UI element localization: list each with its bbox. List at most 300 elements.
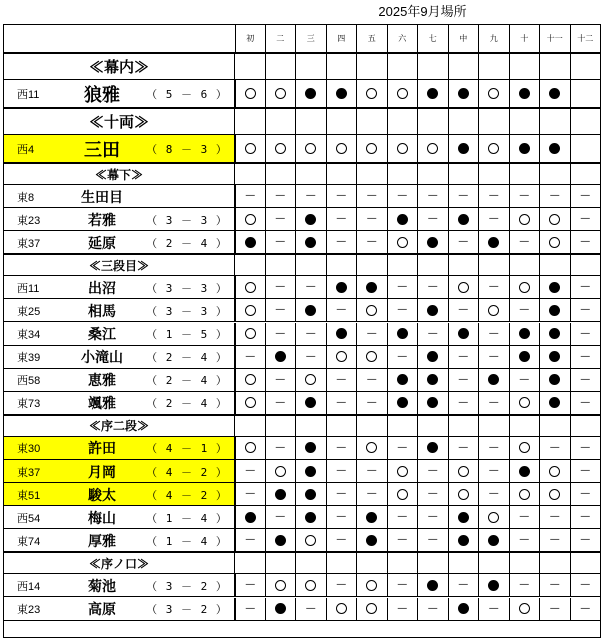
win-mark — [245, 328, 256, 339]
win-mark — [366, 442, 377, 453]
division-blank-cell — [449, 108, 480, 135]
result-cell-day-5 — [357, 392, 388, 415]
result-cell-day-5 — [357, 529, 388, 552]
absent-mark: — — [458, 350, 469, 362]
result-cell-day-4 — [327, 135, 358, 163]
division-blank-cell — [357, 415, 388, 437]
loss-mark — [427, 374, 438, 385]
division-blank-cell — [540, 415, 571, 437]
division-blank-cell — [418, 108, 449, 135]
result-cell-day-2 — [266, 185, 297, 208]
division-blank-cell — [235, 254, 266, 276]
division-blank-cell — [296, 108, 327, 135]
absent-mark: — — [275, 327, 286, 339]
absent-mark: — — [397, 304, 408, 316]
division-blank-cell — [327, 552, 358, 574]
loss-mark — [305, 237, 316, 248]
win-mark — [488, 88, 499, 99]
absent-mark: — — [305, 327, 316, 339]
absent-mark: — — [366, 236, 377, 248]
result-cell-day-7 — [418, 483, 449, 506]
result-cell-day-10 — [510, 529, 541, 552]
absent-mark: — — [245, 488, 256, 500]
rank-label: 東8 — [17, 191, 35, 204]
division-blank-cell — [357, 552, 388, 574]
result-cell-day-10 — [510, 135, 541, 163]
loss-mark — [549, 397, 560, 408]
absent-mark: — — [336, 534, 347, 546]
result-cell-day-5 — [357, 299, 388, 322]
rank-label: 東30 — [17, 443, 41, 456]
result-cell-day-3 — [296, 574, 327, 597]
result-cell-day-9 — [479, 346, 510, 369]
absent-mark: — — [336, 488, 347, 500]
page-title: 2025年9月場所 — [378, 4, 467, 19]
loss-mark — [458, 535, 469, 546]
absent-mark: — — [275, 213, 286, 225]
absent-mark: — — [336, 213, 347, 225]
division-blank-cell — [357, 108, 388, 135]
division-blank-cell — [357, 254, 388, 276]
win-mark — [305, 374, 316, 385]
result-cell-day-9 — [479, 437, 510, 460]
loss-mark — [336, 328, 347, 339]
absent-mark: — — [580, 304, 591, 316]
result-cell-day-9 — [479, 460, 510, 483]
division-blank-cell — [571, 552, 602, 574]
absent-mark: — — [458, 373, 469, 385]
loss-mark — [427, 305, 438, 316]
result-cell-day-4 — [327, 392, 358, 415]
result-cell-day-4 — [327, 80, 358, 108]
result-cell-day-8 — [449, 369, 480, 392]
result-cell-day-6 — [388, 299, 419, 322]
day-header-8: 中 — [449, 24, 480, 53]
division-header: ≪序ノ口≫ — [3, 552, 235, 574]
division-blank-cell — [418, 53, 449, 80]
result-cell-day-5 — [357, 231, 388, 254]
absent-mark: — — [580, 190, 591, 202]
result-cell-day-7 — [418, 231, 449, 254]
absent-mark: — — [366, 373, 377, 385]
absent-mark: — — [336, 373, 347, 385]
absent-mark: — — [427, 465, 438, 477]
loss-mark — [336, 282, 347, 293]
result-cell-day-7 — [418, 80, 449, 108]
loss-mark — [458, 143, 469, 154]
absent-mark: — — [275, 281, 286, 293]
win-mark — [245, 442, 256, 453]
division-blank-cell — [388, 53, 419, 80]
day-header-10: 十 — [510, 24, 541, 53]
absent-mark: — — [488, 396, 499, 408]
result-cell-day-1 — [235, 231, 266, 254]
result-cell-day-11 — [540, 276, 571, 299]
result-cell-day-7 — [418, 135, 449, 163]
loss-mark — [245, 237, 256, 248]
absent-mark: — — [397, 281, 408, 293]
absent-mark: — — [275, 396, 286, 408]
absent-mark: — — [427, 488, 438, 500]
loss-mark — [427, 351, 438, 362]
division-blank-cell — [266, 415, 297, 437]
absent-mark: — — [549, 441, 560, 453]
absent-mark: — — [580, 441, 591, 453]
division-blank-cell — [266, 254, 297, 276]
division-header: ≪幕内≫ — [3, 53, 235, 80]
result-cell-day-10 — [510, 231, 541, 254]
loss-mark — [305, 214, 316, 225]
absent-mark: — — [580, 534, 591, 546]
result-cell-day-12 — [571, 506, 602, 529]
result-cell-day-7 — [418, 185, 449, 208]
result-cell-day-3 — [296, 346, 327, 369]
result-cell-day-11 — [540, 323, 571, 346]
absent-mark: — — [488, 281, 499, 293]
result-cell-day-3 — [296, 231, 327, 254]
wrestler-name: 菊池 — [88, 578, 116, 595]
win-mark — [366, 603, 377, 614]
loss-mark — [519, 351, 530, 362]
wrestler-name: 駿太 — [88, 487, 116, 504]
absent-mark: — — [427, 534, 438, 546]
result-cell-day-8 — [449, 323, 480, 346]
result-cell-day-11 — [540, 529, 571, 552]
loss-mark — [275, 603, 286, 614]
absent-mark: — — [519, 534, 530, 546]
result-cell-day-1 — [235, 598, 266, 621]
absent-mark: — — [275, 236, 286, 248]
division-blank-cell — [540, 53, 571, 80]
result-cell-day-12 — [571, 231, 602, 254]
loss-mark — [336, 88, 347, 99]
result-cell-day-8 — [449, 135, 480, 163]
division-blank-cell — [418, 254, 449, 276]
win-mark — [245, 143, 256, 154]
absent-mark: — — [336, 579, 347, 591]
rank-label: 東73 — [17, 398, 41, 411]
loss-mark — [488, 374, 499, 385]
record-label: （ 8 － 3 ） — [146, 143, 228, 156]
absent-mark: — — [549, 602, 560, 614]
day-header-4: 四 — [327, 24, 358, 53]
result-cell-day-8 — [449, 208, 480, 231]
result-cell-day-1 — [235, 185, 266, 208]
absent-mark: — — [580, 281, 591, 293]
record-label: （ 4 － 2 ） — [146, 488, 228, 502]
loss-mark — [427, 442, 438, 453]
header-blank — [3, 24, 235, 53]
division-blank-cell — [388, 415, 419, 437]
loss-mark — [549, 305, 560, 316]
absent-mark: — — [458, 236, 469, 248]
result-cell-day-12 — [571, 483, 602, 506]
win-mark — [336, 143, 347, 154]
result-cell-day-9 — [479, 231, 510, 254]
result-cell-day-6 — [388, 529, 419, 552]
wrestler-name: 月岡 — [88, 464, 116, 481]
absent-mark: — — [275, 304, 286, 316]
division-blank-cell — [571, 254, 602, 276]
win-mark — [458, 489, 469, 500]
result-cell-day-8 — [449, 437, 480, 460]
win-mark — [519, 489, 530, 500]
result-cell-day-6 — [388, 460, 419, 483]
loss-mark — [245, 512, 256, 523]
rank-label: 東39 — [17, 352, 41, 365]
result-cell-day-1 — [235, 369, 266, 392]
result-cell-day-3 — [296, 276, 327, 299]
loss-mark — [458, 512, 469, 523]
division-blank-cell — [510, 415, 541, 437]
division-blank-cell — [510, 254, 541, 276]
division-blank-cell — [449, 254, 480, 276]
win-mark — [275, 143, 286, 154]
absent-mark: — — [275, 441, 286, 453]
result-cell-day-3 — [296, 392, 327, 415]
day-header-1: 初 — [235, 24, 266, 53]
absent-mark: — — [580, 511, 591, 523]
result-cell-day-11 — [540, 299, 571, 322]
absent-mark: — — [336, 465, 347, 477]
loss-mark — [366, 512, 377, 523]
division-blank-cell — [479, 53, 510, 80]
rank-label: 東37 — [17, 466, 41, 479]
absent-mark: — — [336, 236, 347, 248]
win-mark — [305, 143, 316, 154]
absent-mark: — — [275, 373, 286, 385]
absent-mark: — — [488, 488, 499, 500]
loss-mark — [275, 535, 286, 546]
absent-mark: — — [580, 350, 591, 362]
result-cell-day-9 — [479, 276, 510, 299]
division-blank-cell — [479, 163, 510, 185]
result-cell-day-11 — [540, 369, 571, 392]
division-blank-cell — [327, 415, 358, 437]
division-blank-cell — [540, 552, 571, 574]
absent-mark: — — [488, 465, 499, 477]
result-cell-day-2 — [266, 598, 297, 621]
day-header-2: 二 — [266, 24, 297, 53]
win-mark — [488, 143, 499, 154]
result-cell-day-8 — [449, 483, 480, 506]
result-cell-day-7 — [418, 208, 449, 231]
division-blank-cell — [510, 163, 541, 185]
absent-mark: — — [580, 465, 591, 477]
result-cell-day-2 — [266, 506, 297, 529]
loss-mark — [275, 351, 286, 362]
absent-mark: — — [336, 396, 347, 408]
result-cell-day-2 — [266, 460, 297, 483]
result-cell-day-12 — [571, 598, 602, 621]
loss-mark — [305, 442, 316, 453]
result-cell-day-5 — [357, 323, 388, 346]
absent-mark: — — [305, 350, 316, 362]
result-cell-day-2 — [266, 437, 297, 460]
result-cell-day-8 — [449, 392, 480, 415]
loss-mark — [458, 88, 469, 99]
division-blank-cell — [540, 163, 571, 185]
absent-mark: — — [519, 511, 530, 523]
record-label: （ 3 － 3 ） — [146, 304, 228, 318]
win-mark — [275, 466, 286, 477]
result-cell-day-4 — [327, 208, 358, 231]
win-mark — [245, 397, 256, 408]
absent-mark: — — [427, 511, 438, 523]
result-cell-day-3 — [296, 437, 327, 460]
result-cell-day-10 — [510, 208, 541, 231]
loss-mark — [549, 88, 560, 99]
result-cell-day-10 — [510, 369, 541, 392]
absent-mark: — — [245, 465, 256, 477]
win-mark — [305, 535, 316, 546]
division-header: ≪三段目≫ — [3, 254, 235, 276]
absent-mark: — — [245, 602, 256, 614]
rank-label: 西54 — [17, 512, 41, 525]
result-cell-day-9 — [479, 529, 510, 552]
result-cell-day-12 — [571, 135, 602, 163]
result-cell-day-12 — [571, 574, 602, 597]
result-cell-day-3 — [296, 483, 327, 506]
wrestler-name: 若雅 — [88, 212, 116, 229]
win-mark — [519, 282, 530, 293]
result-cell-day-5 — [357, 80, 388, 108]
result-cell-day-1 — [235, 323, 266, 346]
absent-mark: — — [397, 350, 408, 362]
loss-mark — [397, 328, 408, 339]
result-cell-day-4 — [327, 369, 358, 392]
absent-mark: — — [366, 327, 377, 339]
result-cell-day-12 — [571, 392, 602, 415]
wrestler-name: 厚雅 — [88, 533, 116, 550]
division-blank-cell — [235, 415, 266, 437]
result-cell-day-4 — [327, 598, 358, 621]
absent-mark: — — [427, 602, 438, 614]
win-mark — [519, 603, 530, 614]
result-cell-day-9 — [479, 135, 510, 163]
result-cell-day-4 — [327, 437, 358, 460]
result-cell-day-7 — [418, 437, 449, 460]
win-mark — [549, 489, 560, 500]
loss-mark — [305, 397, 316, 408]
result-cell-day-2 — [266, 346, 297, 369]
result-cell-day-8 — [449, 460, 480, 483]
absent-mark: — — [305, 602, 316, 614]
win-mark — [519, 397, 530, 408]
win-mark — [519, 442, 530, 453]
absent-mark: — — [580, 373, 591, 385]
loss-mark — [397, 374, 408, 385]
absent-mark: — — [366, 488, 377, 500]
record-label: （ 5 － 6 ） — [146, 88, 228, 101]
result-cell-day-3 — [296, 598, 327, 621]
absent-mark: — — [397, 441, 408, 453]
result-cell-day-5 — [357, 208, 388, 231]
result-cell-day-10 — [510, 346, 541, 369]
result-cell-day-4 — [327, 529, 358, 552]
result-cell-day-12 — [571, 369, 602, 392]
result-cell-day-1 — [235, 574, 266, 597]
result-cell-day-2 — [266, 529, 297, 552]
result-cell-day-3 — [296, 135, 327, 163]
result-cell-day-7 — [418, 323, 449, 346]
win-mark — [549, 466, 560, 477]
win-mark — [336, 603, 347, 614]
absent-mark: — — [366, 190, 377, 202]
result-cell-day-4 — [327, 231, 358, 254]
division-blank-cell — [327, 108, 358, 135]
result-cell-day-11 — [540, 483, 571, 506]
division-blank-cell — [296, 552, 327, 574]
result-cell-day-7 — [418, 598, 449, 621]
result-cell-day-7 — [418, 506, 449, 529]
loss-mark — [458, 328, 469, 339]
division-blank-cell — [266, 163, 297, 185]
loss-mark — [397, 397, 408, 408]
win-mark — [245, 88, 256, 99]
result-cell-day-12 — [571, 346, 602, 369]
win-mark — [397, 489, 408, 500]
result-cell-day-7 — [418, 276, 449, 299]
result-cell-day-9 — [479, 185, 510, 208]
result-cell-day-12 — [571, 80, 602, 108]
division-blank-cell — [479, 108, 510, 135]
result-cell-day-9 — [479, 574, 510, 597]
day-header-7: 七 — [418, 24, 449, 53]
rank-label: 西58 — [17, 375, 41, 388]
result-cell-day-6 — [388, 80, 419, 108]
absent-mark: — — [366, 213, 377, 225]
absent-mark: — — [580, 213, 591, 225]
loss-mark — [305, 305, 316, 316]
division-header: ≪幕下≫ — [3, 163, 235, 185]
win-mark — [366, 143, 377, 154]
absent-mark: — — [519, 373, 530, 385]
win-mark — [245, 282, 256, 293]
win-mark — [427, 143, 438, 154]
absent-mark: — — [549, 534, 560, 546]
result-cell-day-6 — [388, 276, 419, 299]
result-cell-day-8 — [449, 598, 480, 621]
wrestler-name: 出沼 — [88, 280, 116, 297]
day-header-5: 五 — [357, 24, 388, 53]
result-cell-day-12 — [571, 437, 602, 460]
result-cell-day-5 — [357, 346, 388, 369]
result-cell-day-3 — [296, 299, 327, 322]
result-cell-day-9 — [479, 506, 510, 529]
loss-mark — [427, 580, 438, 591]
loss-mark — [549, 282, 560, 293]
rank-label: 西11 — [17, 89, 40, 101]
result-cell-day-1 — [235, 208, 266, 231]
absent-mark: — — [366, 396, 377, 408]
win-mark — [549, 237, 560, 248]
result-cell-day-4 — [327, 185, 358, 208]
division-blank-cell — [571, 415, 602, 437]
day-header-6: 六 — [388, 24, 419, 53]
result-cell-day-12 — [571, 529, 602, 552]
result-cell-day-6 — [388, 598, 419, 621]
result-cell-day-9 — [479, 483, 510, 506]
win-mark — [519, 214, 530, 225]
division-blank-cell — [479, 552, 510, 574]
absent-mark: — — [245, 579, 256, 591]
result-cell-day-2 — [266, 135, 297, 163]
result-cell-day-2 — [266, 299, 297, 322]
loss-mark — [366, 535, 377, 546]
result-cell-day-8 — [449, 231, 480, 254]
win-mark — [366, 351, 377, 362]
